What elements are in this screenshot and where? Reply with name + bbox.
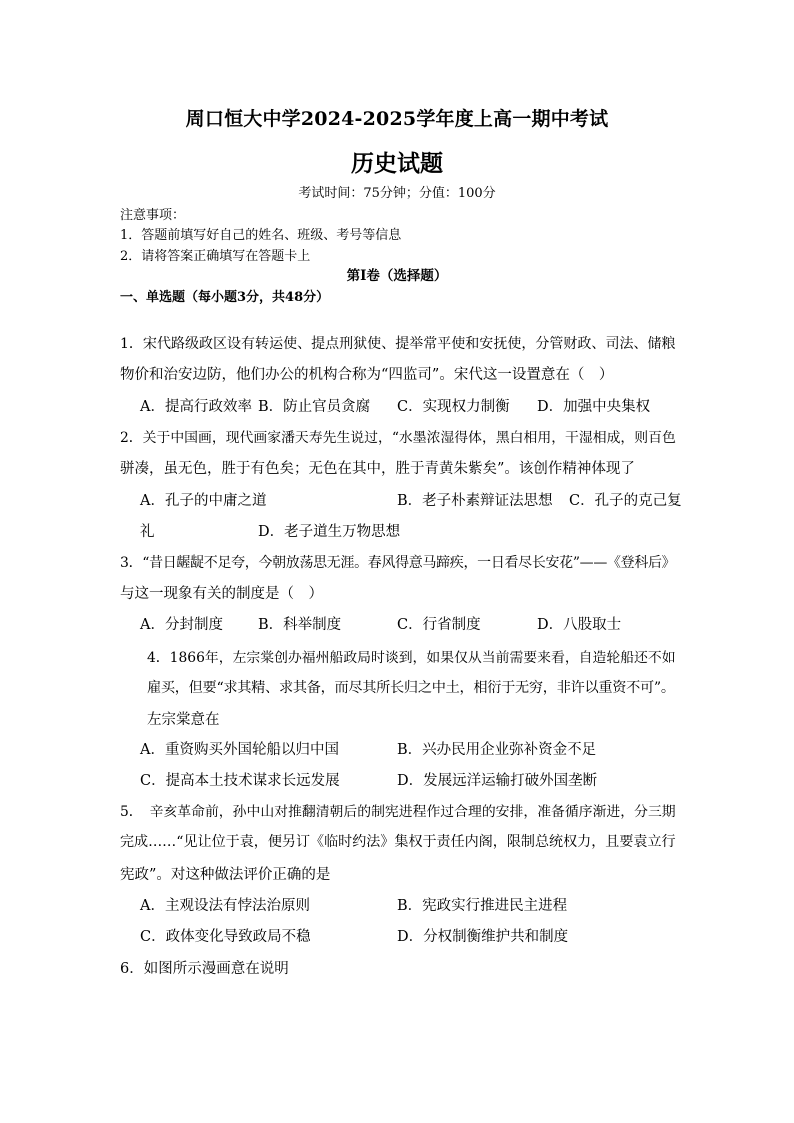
q1-option-b: B．防止官员贪腐 — [258, 399, 371, 415]
question-5-line-3: 宪政”。对这种做法评价正确的是 — [120, 867, 331, 883]
question-2-line-2: 骈凑，虽无色，胜于有色矣；无色在其中，胜于青黄朱紫矣”。该创作精神体现了 — [120, 461, 635, 477]
q4-option-a: A．重资购买外国轮船以归中国 — [140, 742, 339, 758]
q3-option-c: C．行省制度 — [397, 617, 481, 633]
q1-option-c: C．实现权力制衡 — [397, 399, 510, 415]
q1-option-a: A．提高行政效率 — [140, 399, 252, 415]
q1-option-d: D．加强中央集权 — [537, 399, 651, 415]
q4-option-d: D．发展远洋运输打破外国垄断 — [397, 773, 598, 789]
q3-option-a: A．分封制度 — [140, 617, 223, 633]
volume-title: 第Ⅰ卷（选择题） — [346, 268, 448, 284]
question-2-line-1: 2．关于中国画，现代画家潘天寿先生说过，“水墨浓湿得体，黑白相用，干湿相成，则百色 — [120, 430, 676, 446]
subject-title: 历史试题 — [351, 150, 443, 177]
question-1-line-2: 物价和治安边防，他们办公的机构合称为“四监司”。宋代这一设置意在（ ） — [120, 367, 614, 383]
question-4-line-3: 左宗棠意在 — [147, 712, 220, 728]
question-6-line-1: 6．如图所示漫画意在说明 — [120, 961, 289, 977]
q2-option-a: A．孔子的中庸之道 — [140, 493, 267, 509]
q4-option-b: B．兴办民用企业弥补资金不足 — [397, 742, 597, 758]
exam-title: 周口恒大中学2024-2025学年度上高一期中考试 — [185, 108, 609, 130]
q2-option-c-continued: 礼 — [140, 524, 155, 540]
question-4-line-2: 雇买，但要“求其精、求其备，而尽其所长归之中土，相衍于无穷，非许以重资不可”。 — [147, 680, 675, 696]
q2-option-d: D．老子道生万物思想 — [258, 524, 401, 540]
part-title: 一、单选题（每小题3分，共48分） — [120, 290, 330, 305]
question-3-line-2: 与这一现象有关的制度是（ ） — [120, 586, 323, 602]
q5-option-b: B．宪政实行推进民主进程 — [397, 898, 568, 914]
q5-option-c: C．政体变化导致政局不稳 — [140, 929, 311, 945]
q3-option-b: B．科举制度 — [258, 617, 342, 633]
notice-heading: 注意事项： — [120, 208, 186, 223]
question-4-line-1: 4．1866年，左宗棠创办福州船政局时谈到，如果仅从当前需要来看，自造轮船还不如 — [147, 650, 676, 666]
q5-option-d: D．分权制衡维护共和制度 — [397, 929, 569, 945]
q2-option-c: C．孔子的克己复 — [569, 493, 682, 509]
notice-item-2: 2．请将答案正确填写在答题卡上 — [120, 249, 311, 264]
notice-item-1: 1．答题前填写好自己的姓名、班级、考号等信息 — [120, 228, 402, 243]
question-5-line-2: 完成……“见让位于袁，便另订《临时约法》集权于责任内阁，限制总统权力，且要袁立行 — [120, 834, 676, 850]
q4-option-c: C．提高本土技术谋求长远发展 — [140, 773, 340, 789]
q5-option-a: A．主观设法有悖法治原则 — [140, 898, 310, 914]
q2-option-b: B．老子朴素辩证法思想 — [397, 493, 553, 509]
question-3-line-1: 3．“昔日龌龊不足夸，今朝放荡思无涯。春风得意马蹄疾，一日看尽长安花”——《登科后》 — [120, 555, 676, 571]
exam-info: 考试时间：75分钟；分值：100分 — [298, 186, 496, 201]
question-1-line-1: 1．宋代路级政区设有转运使、提点刑狱使、提举常平使和安抚使，分管财政、司法、储粮 — [120, 336, 676, 352]
q3-option-d: D．八股取士 — [537, 617, 622, 633]
question-5-line-1: 5． 辛亥革命前，孙中山对推翻清朝后的制宪进程作过合理的安排，准备循序渐进，分三期 — [120, 804, 676, 820]
